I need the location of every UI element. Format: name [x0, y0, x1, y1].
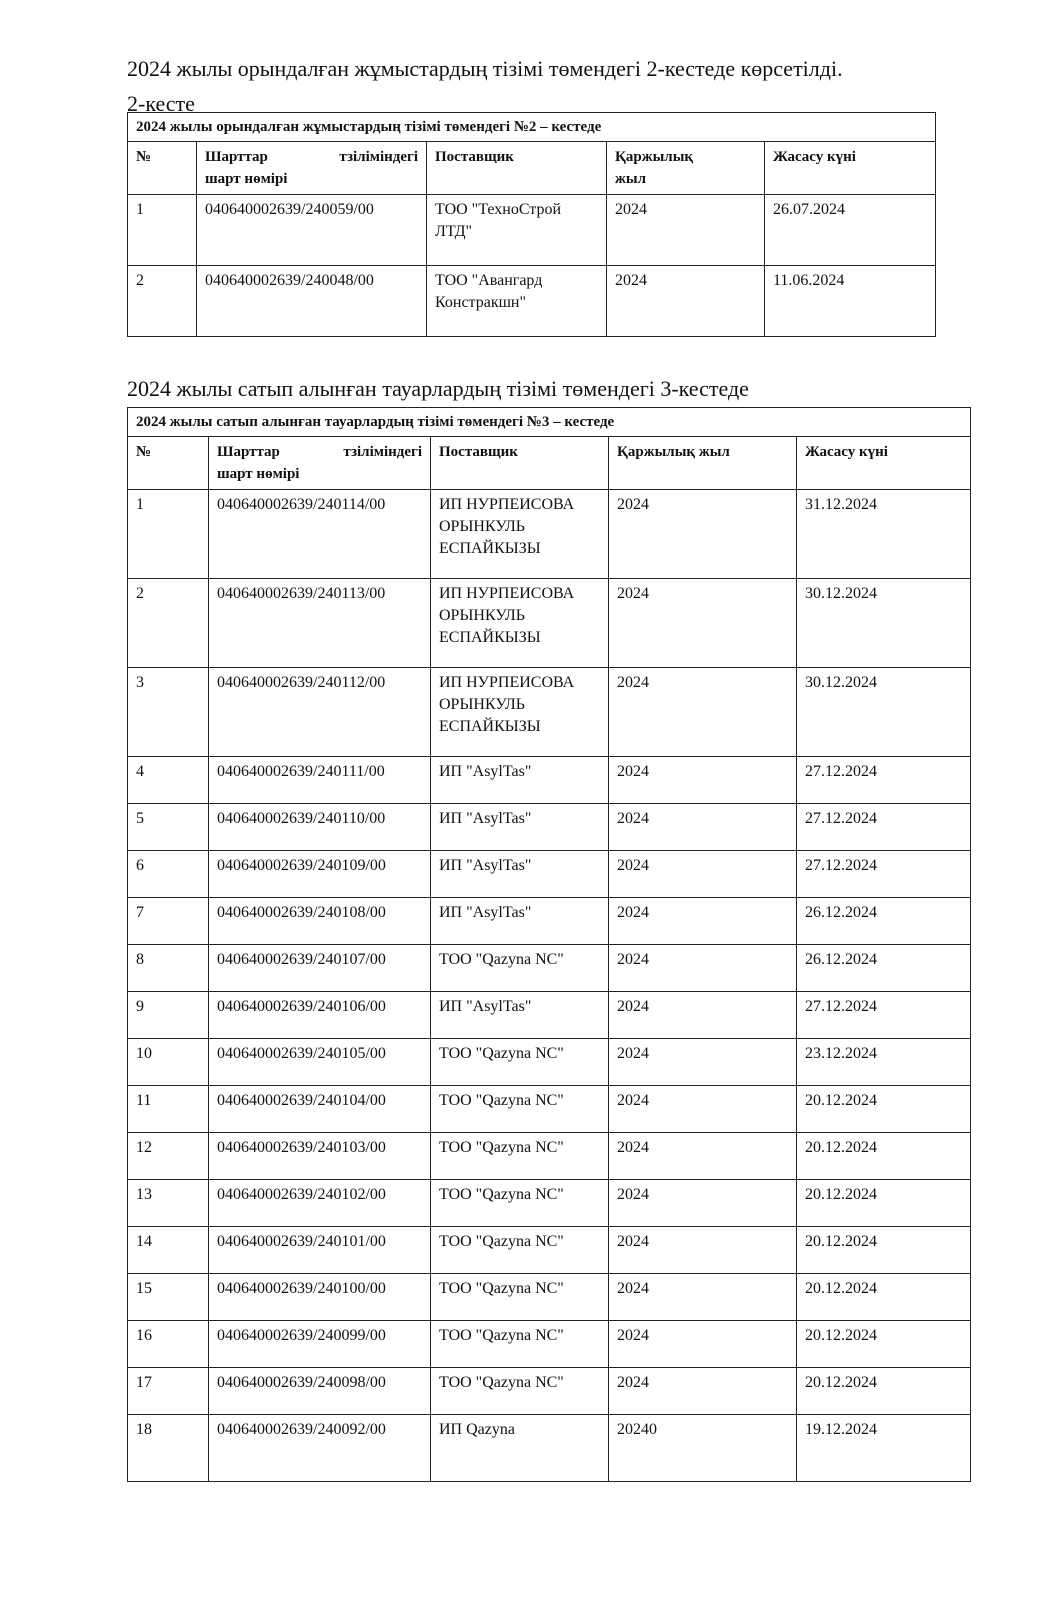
fiscal-year: 2024 — [609, 945, 797, 992]
contract-date: 11.06.2024 — [765, 266, 936, 337]
fiscal-year: 2024 — [607, 195, 765, 266]
contract-number: 040640002639/240101/00 — [209, 1227, 431, 1274]
row-num: 8 — [128, 945, 209, 992]
supplier-name: ИП НУРПЕИСОВА ОРЫНКУЛЬ ЕСПАЙКЫЗЫ — [431, 490, 609, 579]
fiscal-year: 2024 — [609, 898, 797, 945]
contract-date: 20.12.2024 — [797, 1086, 971, 1133]
table-row — [128, 668, 971, 757]
header-supplier: Поставщик — [427, 142, 607, 195]
contract-date: 27.12.2024 — [797, 757, 971, 804]
table-row — [128, 490, 971, 579]
row-num: 5 — [128, 804, 209, 851]
table3-header-row — [128, 437, 971, 490]
contract-date: 27.12.2024 — [797, 804, 971, 851]
row-num: 2 — [128, 266, 197, 337]
row-num: 7 — [128, 898, 209, 945]
fiscal-year: 2024 — [607, 266, 765, 337]
table2-intro-heading: 2024 жылы орындалған жұмыстардың тізімі төмендегі 2-кестеде көрсетілді. — [127, 56, 843, 81]
header-date: Жасасу күні — [765, 142, 936, 195]
contract-number: 040640002639/240105/00 — [209, 1039, 431, 1086]
contract-number: 040640002639/240106/00 — [209, 992, 431, 1039]
supplier-name: ИП "AsylTas" — [431, 851, 609, 898]
contract-date: 27.12.2024 — [797, 992, 971, 1039]
row-num: 18 — [128, 1415, 209, 1482]
row-num: 6 — [128, 851, 209, 898]
supplier-name: ИП "AsylTas" — [431, 898, 609, 945]
supplier-name: ТОО "Qazyna NC" — [431, 945, 609, 992]
supplier-name: ТОО "Qazyna NC" — [431, 1086, 609, 1133]
header-fiscal-year: Қаржылық жыл — [607, 142, 765, 195]
supplier-name: ТОО "Авангард Констракшн" — [427, 266, 607, 337]
contract-date: 26.07.2024 — [765, 195, 936, 266]
row-num: 13 — [128, 1180, 209, 1227]
row-num: 16 — [128, 1321, 209, 1368]
table-row — [128, 266, 936, 337]
fiscal-year: 20240 — [609, 1415, 797, 1482]
header-contract: Шарттар тзіліміндегі шарт нөмірі — [209, 437, 431, 490]
table2-caption: 2024 жылы орындалған жұмыстардың тізімі төмендегі №2 – кестеде — [128, 113, 936, 142]
row-num: 14 — [128, 1227, 209, 1274]
supplier-name: ИП НУРПЕИСОВА ОРЫНКУЛЬ ЕСПАЙКЫЗЫ — [431, 668, 609, 757]
contract-date: 27.12.2024 — [797, 851, 971, 898]
supplier-name: ТОО "Qazyna NC" — [431, 1039, 609, 1086]
row-num: 17 — [128, 1368, 209, 1415]
table2-header-row — [128, 142, 936, 195]
row-num: 9 — [128, 992, 209, 1039]
table-row — [128, 804, 971, 851]
contract-date: 20.12.2024 — [797, 1180, 971, 1227]
row-num: 15 — [128, 1274, 209, 1321]
supplier-name: ТОО "Qazyna NC" — [431, 1227, 609, 1274]
header-fiscal-year: Қаржылық жыл — [609, 437, 797, 490]
table-row — [128, 1227, 971, 1274]
header-supplier: Поставщик — [431, 437, 609, 490]
supplier-name: ИП "AsylTas" — [431, 992, 609, 1039]
contract-date: 30.12.2024 — [797, 579, 971, 668]
row-num: 4 — [128, 757, 209, 804]
table-row — [128, 992, 971, 1039]
supplier-name: ИП НУРПЕИСОВА ОРЫНКУЛЬ ЕСПАЙКЫЗЫ — [431, 579, 609, 668]
table-row — [128, 1321, 971, 1368]
header-num: № — [128, 142, 197, 195]
fiscal-year: 2024 — [609, 490, 797, 579]
table3-intro-heading: 2024 жылы сатып алынған тауарлардың тізімі төмендегі 3-кестеде — [127, 376, 749, 401]
contract-date: 19.12.2024 — [797, 1415, 971, 1482]
fiscal-year: 2024 — [609, 1321, 797, 1368]
contract-number: 040640002639/240103/00 — [209, 1133, 431, 1180]
contract-date: 20.12.2024 — [797, 1368, 971, 1415]
contract-date: 30.12.2024 — [797, 668, 971, 757]
row-num: 3 — [128, 668, 209, 757]
fiscal-year: 2024 — [609, 1274, 797, 1321]
table-row — [128, 195, 936, 266]
supplier-name: ИП Qazyna — [431, 1415, 609, 1482]
contract-number: 040640002639/240099/00 — [209, 1321, 431, 1368]
contract-number: 040640002639/240098/00 — [209, 1368, 431, 1415]
supplier-name: ТОО "Qazyna NC" — [431, 1368, 609, 1415]
table-row — [128, 1415, 971, 1482]
table-row — [128, 898, 971, 945]
contract-number: 040640002639/240092/00 — [209, 1415, 431, 1482]
contract-number: 040640002639/240112/00 — [209, 668, 431, 757]
fiscal-year: 2024 — [609, 757, 797, 804]
table2-label: 2-кесте — [127, 91, 195, 116]
table-row — [128, 851, 971, 898]
contract-date: 20.12.2024 — [797, 1227, 971, 1274]
fiscal-year: 2024 — [609, 1133, 797, 1180]
table-row — [128, 1039, 971, 1086]
table-row — [128, 1274, 971, 1321]
fiscal-year: 2024 — [609, 579, 797, 668]
table-3 — [127, 407, 971, 1482]
supplier-name: ТОО "Qazyna NC" — [431, 1133, 609, 1180]
contract-number: 040640002639/240109/00 — [209, 851, 431, 898]
row-num: 12 — [128, 1133, 209, 1180]
table-row — [128, 1086, 971, 1133]
supplier-name: ИП "AsylTas" — [431, 804, 609, 851]
row-num: 1 — [128, 490, 209, 579]
table-2 — [127, 112, 936, 337]
supplier-name: ТОО "Qazyna NC" — [431, 1321, 609, 1368]
table-row — [128, 579, 971, 668]
supplier-name: ТОО "ТехноСтрой ЛТД" — [427, 195, 607, 266]
contract-number: 040640002639/240048/00 — [197, 266, 427, 337]
contract-number: 040640002639/240100/00 — [209, 1274, 431, 1321]
contract-number: 040640002639/240102/00 — [209, 1180, 431, 1227]
table-row — [128, 1180, 971, 1227]
contract-date: 31.12.2024 — [797, 490, 971, 579]
contract-number: 040640002639/240110/00 — [209, 804, 431, 851]
contract-date: 26.12.2024 — [797, 898, 971, 945]
supplier-name: ТОО "Qazyna NC" — [431, 1274, 609, 1321]
fiscal-year: 2024 — [609, 1086, 797, 1133]
fiscal-year: 2024 — [609, 851, 797, 898]
contract-number: 040640002639/240114/00 — [209, 490, 431, 579]
contract-date: 20.12.2024 — [797, 1321, 971, 1368]
header-contract: Шарттар тзіліміндегі шарт нөмірі — [197, 142, 427, 195]
fiscal-year: 2024 — [609, 1227, 797, 1274]
contract-number: 040640002639/240113/00 — [209, 579, 431, 668]
header-num: № — [128, 437, 209, 490]
contract-number: 040640002639/240107/00 — [209, 945, 431, 992]
fiscal-year: 2024 — [609, 804, 797, 851]
header-date: Жасасу күні — [797, 437, 971, 490]
row-num: 1 — [128, 195, 197, 266]
supplier-name: ТОО "Qazyna NC" — [431, 1180, 609, 1227]
fiscal-year: 2024 — [609, 992, 797, 1039]
table-row — [128, 1133, 971, 1180]
fiscal-year: 2024 — [609, 1039, 797, 1086]
fiscal-year: 2024 — [609, 668, 797, 757]
table3-caption: 2024 жылы сатып алынған тауарлардың тізімі төмендегі №3 – кестеде — [128, 408, 971, 437]
fiscal-year: 2024 — [609, 1368, 797, 1415]
table-row — [128, 757, 971, 804]
row-num: 11 — [128, 1086, 209, 1133]
fiscal-year: 2024 — [609, 1180, 797, 1227]
table-row — [128, 945, 971, 992]
table-row — [128, 1368, 971, 1415]
row-num: 2 — [128, 579, 209, 668]
supplier-name: ИП "AsylTas" — [431, 757, 609, 804]
contract-date: 20.12.2024 — [797, 1274, 971, 1321]
contract-date: 26.12.2024 — [797, 945, 971, 992]
contract-date: 23.12.2024 — [797, 1039, 971, 1086]
contract-number: 040640002639/240111/00 — [209, 757, 431, 804]
contract-number: 040640002639/240059/00 — [197, 195, 427, 266]
contract-number: 040640002639/240108/00 — [209, 898, 431, 945]
row-num: 10 — [128, 1039, 209, 1086]
contract-date: 20.12.2024 — [797, 1133, 971, 1180]
contract-number: 040640002639/240104/00 — [209, 1086, 431, 1133]
